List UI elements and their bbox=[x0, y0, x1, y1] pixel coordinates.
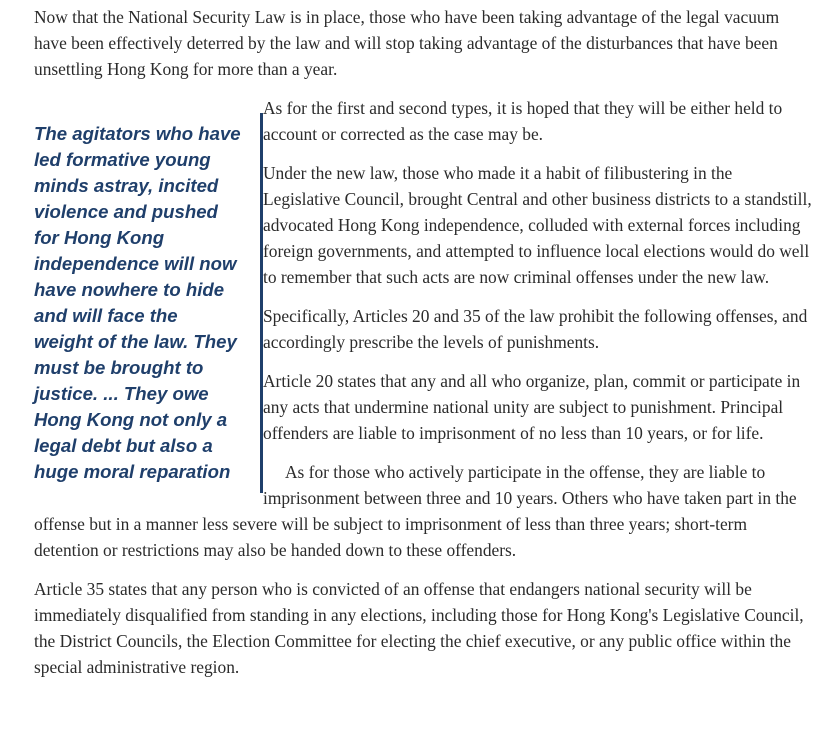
paragraph-articles: Specifically, Articles 20 and 35 of the law prohibit the following offenses, and accordingly prescribe the levels of punishments. bbox=[263, 306, 808, 352]
paragraph-types: As for the first and second types, it is hoped that they will be either held to account or corrected as the case may be. bbox=[263, 98, 783, 144]
paragraph-article-35: Article 35 states that any person who is convicted of an offense that endangers national security will be immediately disqualified from standing in any elections, including those for Hong Kong's Legislative Council, the District Councils, the Election Committee for electing the chief executive, or any public office within the special administrative region. bbox=[34, 579, 804, 677]
pull-quote-text: The agitators who have led formative young minds astray, incited violence and pushed for Hong Kong independence will now have nowhere to hide and will face the weight of the law. They must be brought to justice. ... They owe Hong Kong not only a legal debt but also a huge moral reparation bbox=[34, 123, 241, 482]
paragraph-intro: Now that the National Security Law is in place, those who have been taking advantage of the legal vacuum have been effectively deterred by the law and will stop taking advantage of the disturbances that have been unsettling Hong Kong for more than a year. bbox=[34, 7, 780, 79]
paragraph-participants-text: As for those who actively participate in the offense, they are liable to imprisonment between three and 10 years. Others who have taken part in the offense but in a manner less severe will be subject to imprisonment of less than three years; short-term detention or restrictions may also be handed down to these offenders. bbox=[34, 462, 797, 560]
article-body bbox=[34, 4, 812, 693]
pull-quote bbox=[34, 113, 263, 493]
paragraph-article-20: Article 20 states that any and all who organize, plan, commit or participate in any acts that undermine national unity are subject to punishment. Principal offenders are liable to imprisonment of no less than 10 years, or for life. bbox=[263, 371, 801, 443]
paragraph-new-law: Under the new law, those who made it a habit of filibustering in the Legislative Council, brought Central and other business districts to a standstill, advocated Hong Kong independence, colluded with external forces including foreign governments, and attempted to influence local elections would do well to remember that such acts are now criminal offenses under the new law. bbox=[263, 163, 812, 287]
